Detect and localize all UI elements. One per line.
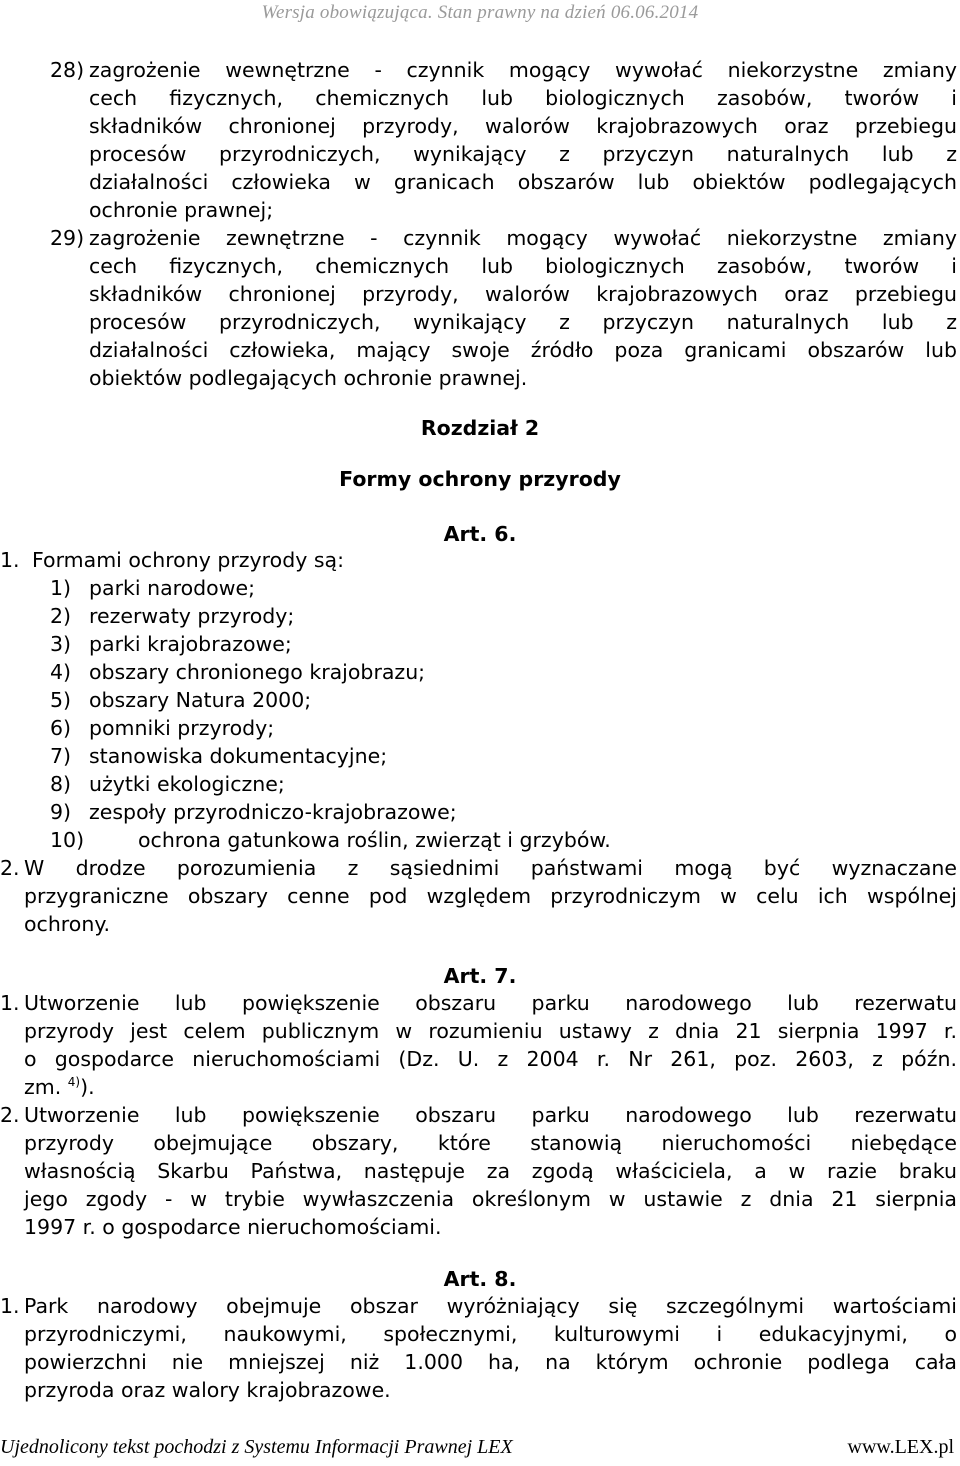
list-item-text: pomniki przyrody; xyxy=(89,716,275,740)
chapter-title: Formy ochrony przyrody xyxy=(339,467,621,491)
page-header: Wersja obowiązująca. Stan prawny na dzień 06.06.2014 xyxy=(261,2,699,23)
paragraph-line: własnością Skarbu Państwa, następuje za zgodą właściciela, a w razie braku xyxy=(24,1159,957,1183)
paragraph-number: 2. xyxy=(0,1103,20,1127)
list-item-number: 2) xyxy=(50,604,72,628)
list-item-text: ochrona gatunkowa roślin, zwierząt i grzybów. xyxy=(138,828,611,852)
footer-link[interactable]: www.LEX.pl xyxy=(847,1436,954,1458)
list-item-text: użytki ekologiczne; xyxy=(89,772,285,796)
footer-source: Ujednolicony tekst pochodzi z Systemu Informacji Prawnej LEX xyxy=(0,1436,513,1458)
paragraph-line: przyrody jest celem publicznym w rozumieniu ustawy z dnia 21 sierpnia 1997 r. xyxy=(24,1019,957,1043)
item-line: zagrożenie wewnętrzne - czynnik mogący wywołać niekorzystne zmiany xyxy=(89,58,957,82)
item-line: działalności człowieka, mający swoje źródło poza granicami obszarów lub xyxy=(89,338,957,362)
item-line: ochronie prawnej; xyxy=(89,198,274,222)
list-item-text: obszary Natura 2000; xyxy=(89,688,312,712)
item-line: procesów przyrodniczych, wynikający z przyczyn naturalnych lub z xyxy=(89,142,957,166)
item-line: cech fizycznych, chemicznych lub biologicznych zasobów, tworów i xyxy=(89,254,957,278)
paragraph-number: 1. xyxy=(0,548,20,572)
paragraph-line: jego zgody - w trybie wywłaszczenia określonym w ustawie z dnia 21 sierpnia xyxy=(24,1187,957,1211)
article-heading: Art. 8. xyxy=(443,1267,517,1291)
list-item-number: 5) xyxy=(50,688,72,712)
item-line: procesów przyrodniczych, wynikający z przyczyn naturalnych lub z xyxy=(89,310,957,334)
abbreviation: zm. xyxy=(24,1075,62,1099)
paragraph-number: 2. xyxy=(0,856,20,880)
paragraph-text: Formami ochrony przyrody są: xyxy=(32,548,345,572)
paragraph-line: W drodze porozumienia z sąsiednimi państwami mogą być wyznaczane xyxy=(24,856,957,880)
paragraph-line: 1997 r. o gospodarce nieruchomościami. xyxy=(24,1215,442,1239)
paragraph-line xyxy=(24,1073,95,1101)
list-item-number: 4) xyxy=(50,660,72,684)
item-line: cech fizycznych, chemicznych lub biologicznych zasobów, tworów i xyxy=(89,86,957,110)
item-line: składników chronionej przyrody, walorów krajobrazowych oraz przebiegu xyxy=(89,114,957,138)
article-heading: Art. 7. xyxy=(443,964,517,988)
chapter-heading: Rozdział 2 xyxy=(420,416,540,440)
paragraph-end: ). xyxy=(80,1075,95,1099)
paragraph-number: 1. xyxy=(0,991,20,1015)
paragraph-line: przyrody obejmujące obszary, które stanowią nieruchomości niebędące xyxy=(24,1131,957,1155)
list-item-number: 8) xyxy=(50,772,72,796)
list-item-text: parki narodowe; xyxy=(89,576,256,600)
list-item-number: 3) xyxy=(50,632,72,656)
paragraph-line: Utworzenie lub powiększenie obszaru parku narodowego lub rezerwatu xyxy=(24,1103,957,1127)
item-line: składników chronionej przyrody, walorów krajobrazowych oraz przebiegu xyxy=(89,282,957,306)
list-item-text: rezerwaty przyrody; xyxy=(89,604,295,628)
item-number: 29) xyxy=(50,226,85,250)
paragraph-line: Park narodowy obejmuje obszar wyróżniający się szczególnymi wartościami xyxy=(24,1294,957,1318)
list-item-number: 9) xyxy=(50,800,72,824)
article-heading: Art. 6. xyxy=(443,522,517,546)
item-line: obiektów podlegających ochronie prawnej. xyxy=(89,366,528,390)
paragraph-line: o gospodarce nieruchomościami (Dz. U. z 2004 r. Nr 261, poz. 2603, z późn. xyxy=(24,1047,957,1071)
list-item-text: zespoły przyrodniczo-krajobrazowe; xyxy=(89,800,457,824)
list-item-text: obszary chronionego krajobrazu; xyxy=(89,660,426,684)
paragraph-number: 1. xyxy=(0,1294,20,1318)
footnote-ref[interactable]: 4) xyxy=(67,1075,81,1089)
paragraph-line: Utworzenie lub powiększenie obszaru parku narodowego lub rezerwatu xyxy=(24,991,957,1015)
list-item-text: stanowiska dokumentacyjne; xyxy=(89,744,388,768)
list-item-text: parki krajobrazowe; xyxy=(89,632,292,656)
item-number: 28) xyxy=(50,58,85,82)
list-item-number: 6) xyxy=(50,716,72,740)
item-line: działalności człowieka w granicach obszarów lub obiektów podlegających xyxy=(89,170,957,194)
paragraph-line: ochrony. xyxy=(24,912,111,936)
list-item-number: 10) xyxy=(50,828,85,852)
paragraph-line: przyrodniczymi, naukowymi, społecznymi, kulturowymi i edukacyjnymi, o xyxy=(24,1322,957,1346)
item-line: zagrożenie zewnętrzne - czynnik mogący wywołać niekorzystne zmiany xyxy=(89,226,957,250)
paragraph-line: przygraniczne obszary cenne pod względem przyrodniczym w celu ich wspólnej xyxy=(24,884,957,908)
paragraph-line: powierzchni nie mniejszej niż 1.000 ha, na którym ochronie podlega cała xyxy=(24,1350,957,1374)
list-item-number: 7) xyxy=(50,744,72,768)
list-item-number: 1) xyxy=(50,576,72,600)
paragraph-line: przyroda oraz walory krajobrazowe. xyxy=(24,1378,391,1402)
